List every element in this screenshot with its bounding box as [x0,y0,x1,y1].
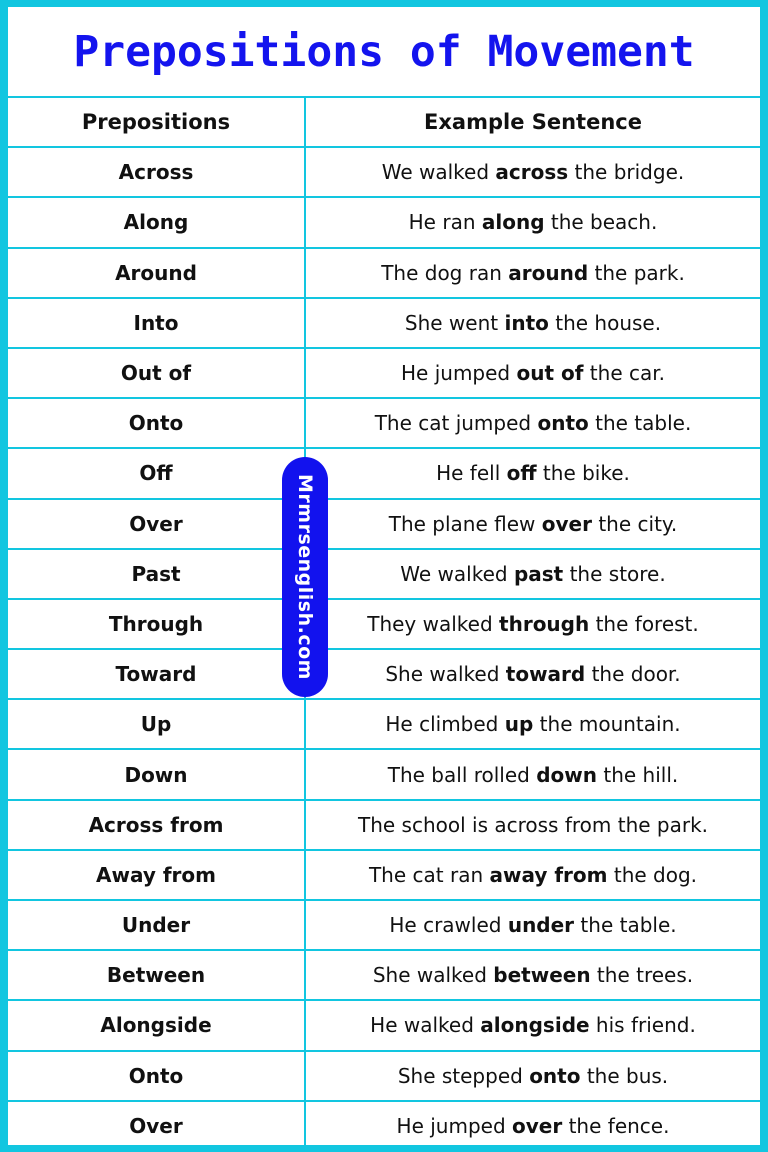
preposition-cell: Toward [8,650,306,698]
sentence-preposition-bold: over [541,511,592,536]
preposition-cell: Onto [8,399,306,447]
sentence-preposition-bold: out of [516,361,584,386]
sentence-text-after: the store. [563,561,666,586]
sentence-text-before: He ran [408,210,482,235]
table-row [8,249,760,299]
sentence-text-before: We walked [400,561,514,586]
example-sentence-cell [306,801,760,849]
preposition-cell: Around [8,249,306,297]
sentence-text-before: He walked [370,1013,481,1038]
example-sentence-cell [306,1102,760,1150]
example-sentence-cell [306,951,760,999]
chart-card [8,7,760,1145]
example-sentence-cell [306,700,760,748]
sentence-text-after: the table. [588,411,692,436]
prepositions-table [8,96,760,1150]
sentence-text-after: the dog. [607,862,698,887]
table-row [8,650,760,700]
preposition-cell: Through [8,600,306,648]
table-row [8,500,760,550]
preposition-cell: Over [8,1102,306,1150]
table-row [8,901,760,951]
table-row [8,851,760,901]
table-row [8,198,760,248]
sentence-text-before: We walked [381,160,496,185]
sentence-text-before: The plane flew [388,511,542,536]
sentence-text-after: the mountain. [533,712,681,737]
sentence-text-before: The ball rolled [387,762,537,787]
table-row [8,299,760,349]
example-sentence-cell [306,249,760,297]
sentence-text-after: the hill. [597,762,679,787]
example-sentence-cell [306,650,760,698]
sentence-text-after: the beach. [544,210,658,235]
sentence-text-after: the trees. [590,963,694,988]
sentence-text-after: the table. [574,913,677,938]
sentence-text-after: the bridge. [568,160,685,185]
sentence-text-before: They walked [367,611,500,636]
preposition-cell: Past [8,550,306,598]
sentence-preposition-bold: across [495,160,569,185]
preposition-cell: Onto [8,1052,306,1100]
sentence-preposition-bold: into [504,310,549,335]
watermark-badge [282,457,328,697]
preposition-cell: Into [8,299,306,347]
table-row [8,349,760,399]
preposition-cell: Up [8,700,306,748]
sentence-preposition-bold: onto [537,411,589,436]
example-sentence-cell [306,1001,760,1049]
sentence-preposition-bold: through [499,611,590,636]
sentence-text-after: the fence. [562,1113,670,1138]
sentence-preposition-bold: onto [529,1063,581,1088]
example-sentence-cell [306,901,760,949]
sentence-text-before: The dog ran [381,260,509,285]
example-sentence-cell [306,500,760,548]
sentence-text-before: She stepped [397,1063,530,1088]
sentence-preposition-bold: along [481,210,545,235]
sentence-text-after: the city. [591,511,678,536]
example-sentence-cell [306,299,760,347]
sentence-preposition-bold: between [493,963,591,988]
sentence-text-before: He jumped [401,361,517,386]
sentence-text-before: He fell [436,461,507,486]
sentence-text-before: He jumped [396,1113,513,1138]
sentence-preposition-bold: away from [489,862,608,887]
table-body [8,148,760,1150]
sentence-preposition-bold: over [512,1113,563,1138]
preposition-cell: Down [8,750,306,798]
preposition-cell: Under [8,901,306,949]
preposition-cell: Across [8,148,306,196]
example-sentence-cell [306,198,760,246]
table-row [8,1052,760,1102]
watermark-text: Mrmrsenglish.com [294,474,316,680]
table-row [8,1102,760,1150]
sentence-text-before: The cat jumped [374,411,538,436]
preposition-cell: Across from [8,801,306,849]
sentence-preposition-bold: down [536,762,597,787]
preposition-cell: Along [8,198,306,246]
sentence-preposition-bold: up [504,712,534,737]
example-sentence-cell [306,851,760,899]
sentence-preposition-bold: around [508,260,589,285]
example-sentence-cell [306,399,760,447]
sentence-preposition-bold: toward [505,662,586,687]
table-row [8,449,760,499]
sentence-text-after: his friend. [589,1013,696,1038]
table-row [8,600,760,650]
table-row [8,550,760,600]
table-row [8,700,760,750]
sentence-text-after: the door. [585,662,681,687]
table-row [8,1001,760,1051]
example-sentence-cell [306,1052,760,1100]
sentence-text-before: She walked [372,963,494,988]
sentence-text-before: The cat ran [368,862,490,887]
sentence-text-after: the forest. [589,611,699,636]
sentence-preposition-bold: off [506,461,537,486]
sentence-text-after: the bus. [580,1063,669,1088]
preposition-cell: Over [8,500,306,548]
example-sentence-cell [306,349,760,397]
sentence-preposition-bold: past [513,561,564,586]
column-header-example-sentence: Example Sentence [424,110,642,135]
sentence-text-after: the bike. [536,461,630,486]
preposition-cell: Away from [8,851,306,899]
preposition-cell: Out of [8,349,306,397]
table-header-row [8,98,760,148]
example-sentence-cell [306,600,760,648]
sentence-text-before: The school is across from the park. [357,812,709,837]
sentence-text-before: She went [404,310,505,335]
preposition-cell: Between [8,951,306,999]
preposition-cell: Alongside [8,1001,306,1049]
sentence-preposition-bold: alongside [480,1013,590,1038]
table-row [8,801,760,851]
sentence-text-after: the car. [583,361,665,386]
preposition-cell: Off [8,449,306,497]
column-header-prepositions: Prepositions [8,98,306,146]
sentence-text-after: the park. [588,260,685,285]
example-sentence-cell [306,750,760,798]
sentence-preposition-bold: under [507,913,575,938]
table-row [8,951,760,1001]
page-title: Prepositions of Movement [73,26,695,77]
table-row [8,148,760,198]
example-sentence-cell [306,148,760,196]
sentence-text-before: She walked [385,662,506,687]
table-row [8,399,760,449]
sentence-text-after: the house. [548,310,662,335]
sentence-text-before: He crawled [389,913,508,938]
example-sentence-cell [306,449,760,497]
table-row [8,750,760,800]
example-sentence-cell [306,550,760,598]
sentence-text-before: He climbed [385,712,505,737]
